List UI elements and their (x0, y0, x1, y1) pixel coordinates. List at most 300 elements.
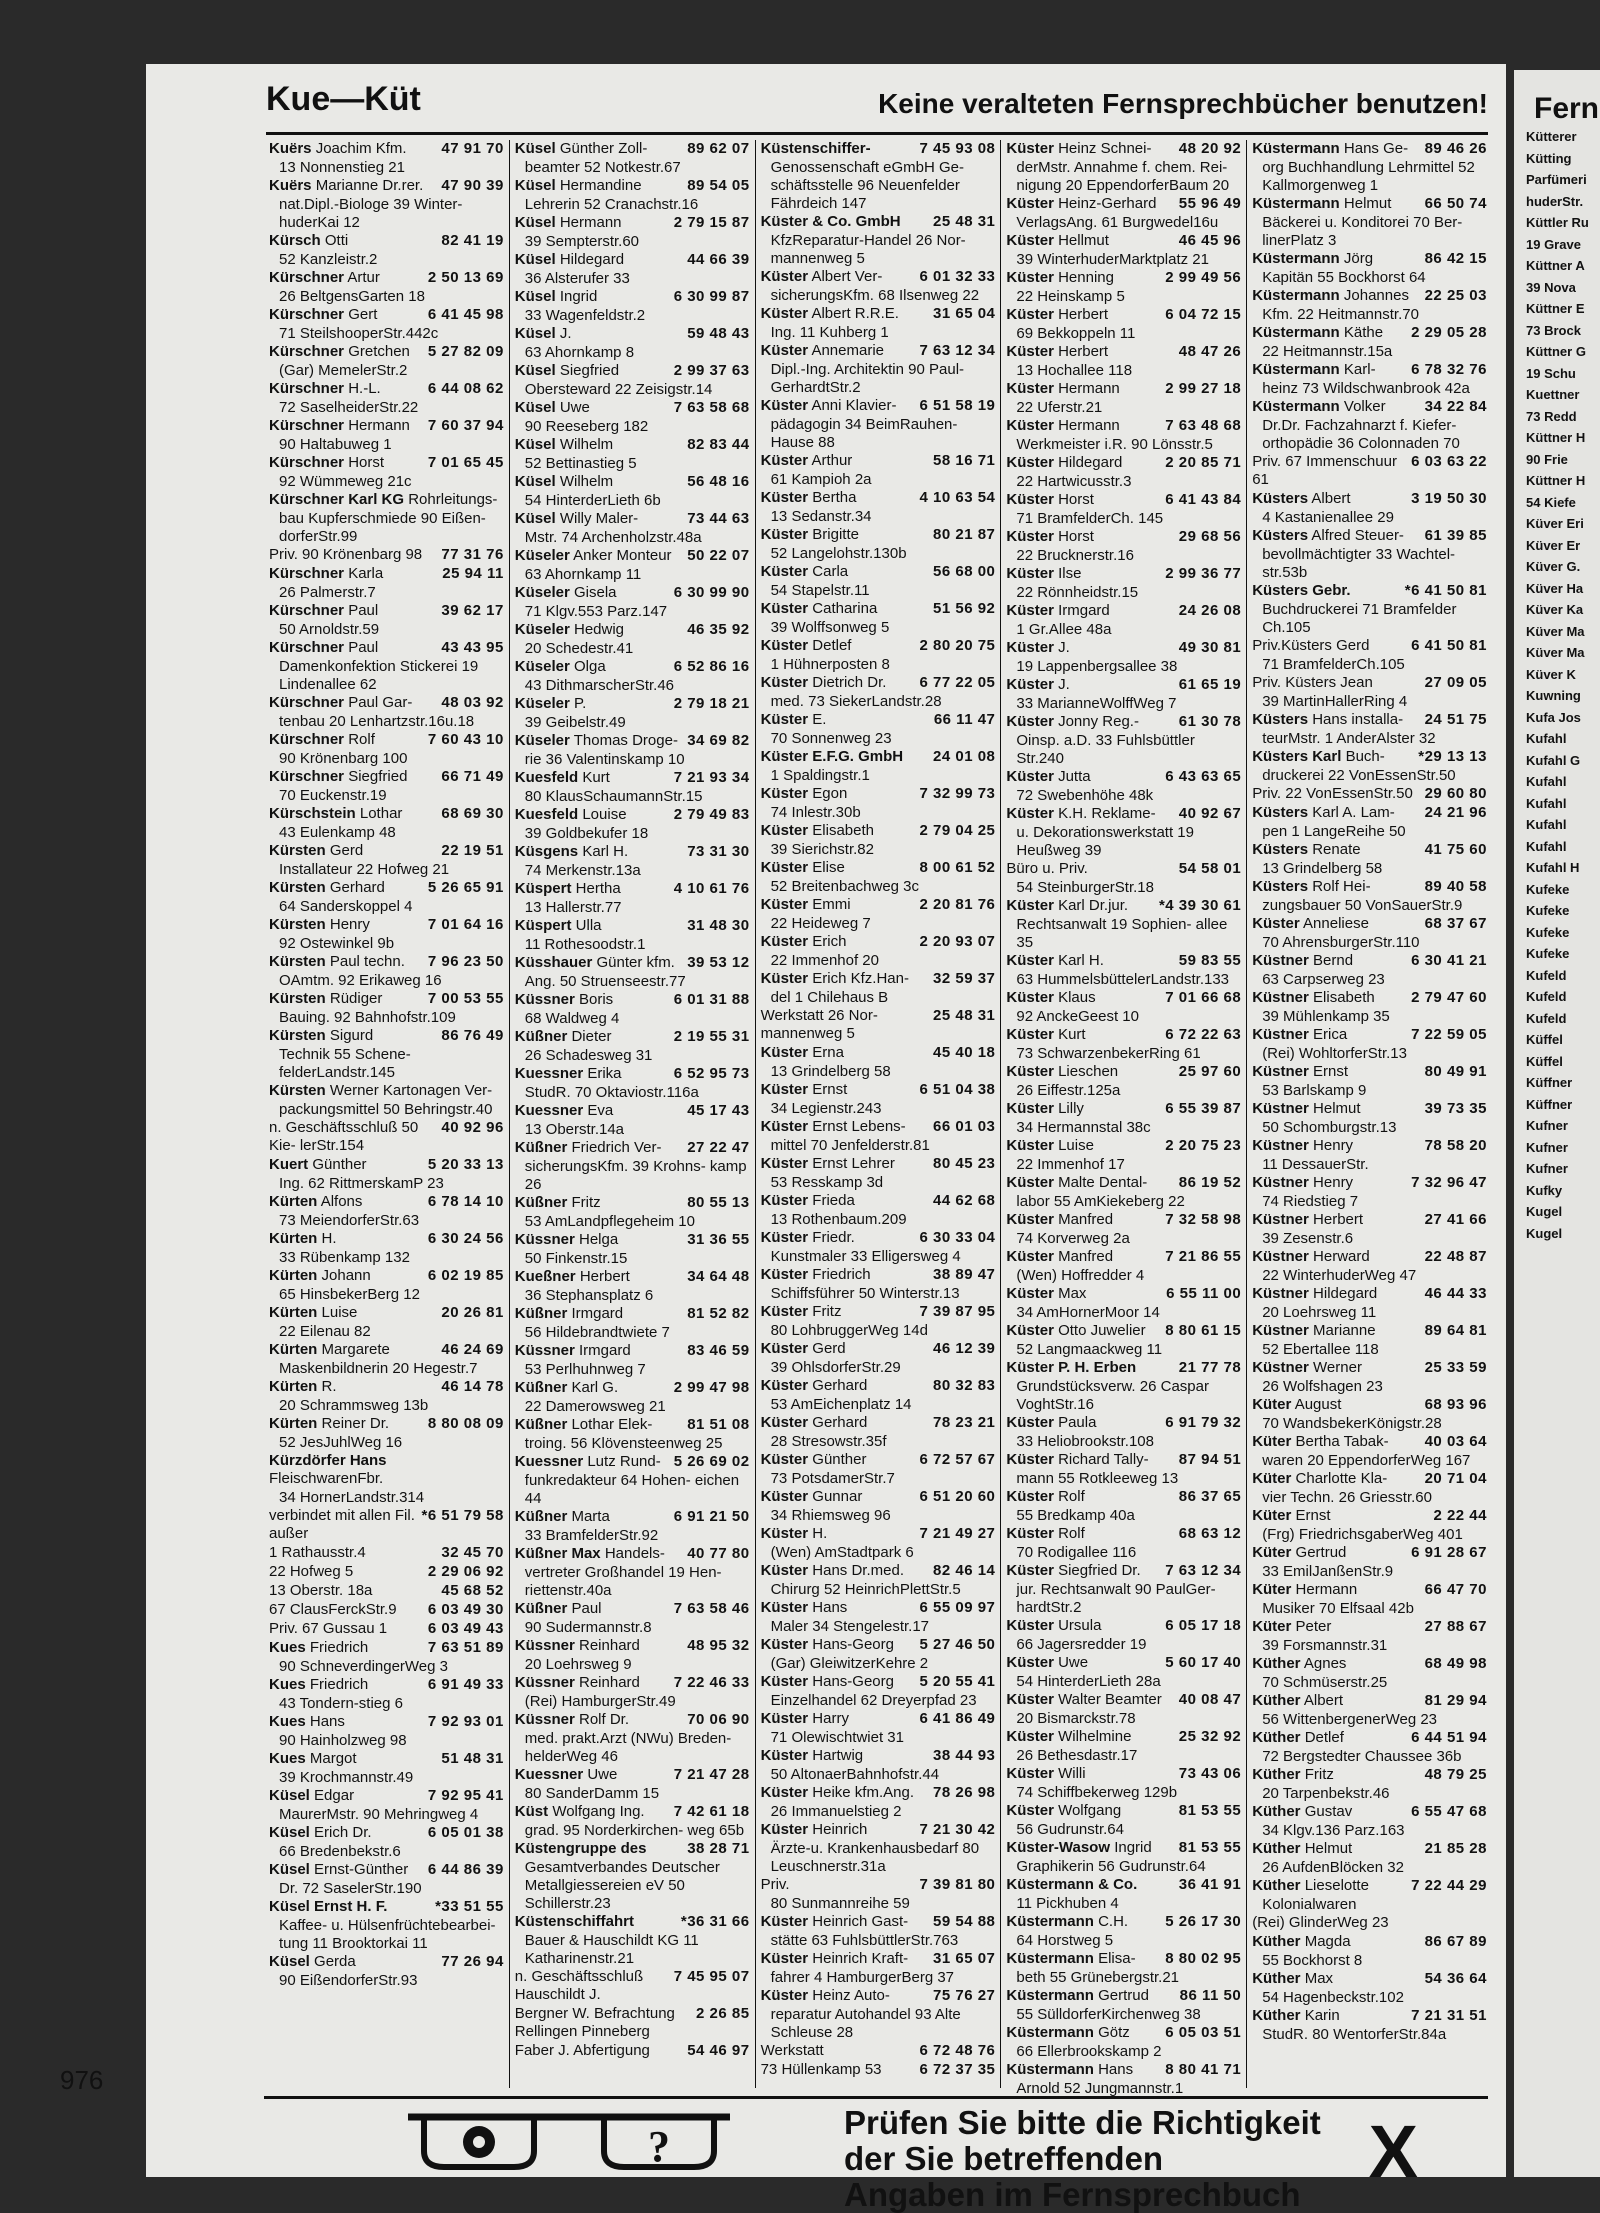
next-page-line: Kufky (1526, 1182, 1563, 1198)
subscriber-detail: Karl H. (582, 843, 629, 860)
phone-number: *4 39 30 61 (1158, 897, 1242, 914)
subscriber-detail: Sigurd (329, 1027, 374, 1044)
subscriber-detail: Ursula (1058, 1617, 1102, 1634)
subscriber-detail: Karla (348, 565, 384, 582)
phone-number: 56 48 16 (687, 473, 750, 490)
subscriber-name: Küster (760, 1987, 809, 2004)
subscriber-name: Küstner (1252, 989, 1309, 1006)
phone-number: 7 32 96 47 (1411, 1174, 1487, 1191)
phone-number: 24 26 08 (1178, 602, 1242, 619)
phone-number: 46 12 39 (933, 1340, 996, 1357)
subscriber-name: Küther (1252, 1970, 1301, 1987)
phone-number: 7 63 12 34 (1165, 1562, 1242, 1579)
listing-entry (515, 1600, 750, 1618)
listing-entry (1006, 1285, 1241, 1303)
phone-number: 34 64 48 (687, 1268, 750, 1285)
phone-number: 6 44 08 62 (427, 380, 504, 397)
subscriber-address: 72 SaselheiderStr.22 (279, 399, 419, 416)
phone-number: 50 22 07 (687, 547, 750, 564)
phone-number: 80 45 23 (933, 1155, 996, 1172)
subscriber-address: 22 Hartwicusstr.3 (1016, 473, 1132, 490)
phone-number: *33 51 55 (435, 1898, 504, 1915)
subscriber-address: 73 PotsdamerStr.7 (770, 1470, 895, 1487)
phone-number: 66 47 70 (1424, 1581, 1487, 1598)
phone-number: 6 55 39 87 (1165, 1100, 1242, 1117)
listing-entry (761, 896, 996, 914)
next-page-line: Kufner (1526, 1161, 1568, 1176)
next-page-line: Kufahl H (1526, 860, 1580, 875)
subscriber-name: Küstner (1252, 1063, 1309, 1080)
subscriber-detail: Marianne Dr.rer. (315, 177, 424, 194)
subscriber-address: 63 Carpserweg 23 (1262, 971, 1385, 988)
subscriber-address: 69 Bekkoppeln 11 (1016, 325, 1136, 342)
subscriber-address: teurMstr. 1 AnderAlster 32 (1262, 730, 1436, 747)
listing-entry (1252, 1655, 1487, 1673)
subscriber-name: Küstner (1252, 1211, 1309, 1228)
subscriber-name: Küster (760, 1784, 809, 1801)
subscriber-detail: K.H. Reklame- (1058, 805, 1156, 822)
subscriber-address: jur. Rechtsanwalt 90 PaulGer- hardtStr.2 (1016, 1581, 1216, 1616)
subscriber-name: Kürschner (269, 639, 345, 656)
listing-entry (515, 1342, 750, 1360)
phone-number: 6 51 20 60 (919, 1488, 996, 1505)
eye-glasses-icon (404, 2111, 734, 2173)
phone-number: 6 72 48 76 (919, 2042, 996, 2059)
subscriber-detail: Anneliese (1303, 915, 1369, 932)
subscriber-address: StudR. 80 WentorferStr.84a (1262, 2026, 1447, 2043)
subscriber-name: Küstermann (1252, 195, 1340, 212)
listing-entry (1006, 1839, 1241, 1857)
subscriber-name: Küstner (1252, 1137, 1309, 1154)
subscriber-address: (Rei) HamburgerStr.49 (524, 1693, 676, 1710)
listing-entry (515, 2042, 750, 2060)
listing-entry (761, 1913, 996, 1931)
subscriber-address: sicherungsKfm. 39 Krohns- kamp 26 (524, 1158, 747, 1193)
phone-number: 40 92 96 (441, 1119, 504, 1136)
listing-entry (1252, 1766, 1487, 1784)
listing-entry (515, 1231, 750, 1249)
listing-entry (269, 269, 504, 287)
subscriber-detail: Lutz Rund- (587, 1453, 661, 1470)
listing-entry (1006, 1100, 1241, 1118)
subscriber-detail: Helmut (1343, 195, 1392, 212)
phone-number: 73 31 30 (687, 843, 750, 860)
phone-number: 77 26 94 (441, 1953, 504, 1970)
phone-number: 89 40 58 (1424, 878, 1487, 895)
listing-entry (1006, 860, 1241, 878)
subscriber-detail: Gustav (1304, 1803, 1353, 1820)
phone-number: 6 03 49 30 (427, 1601, 504, 1618)
subscriber-detail: Jonny Reg.- (1058, 713, 1139, 730)
phone-number: 5 27 82 09 (427, 343, 504, 360)
subscriber-detail: Jutta (1058, 768, 1091, 785)
subscriber-name: Küßner (514, 1508, 568, 1525)
phone-number: 6 04 72 15 (1165, 306, 1242, 323)
listing-entry (761, 342, 996, 360)
subscriber-address: (Gar) MemelerStr.2 (279, 362, 408, 379)
subscriber-detail: Carla (812, 563, 849, 580)
subscriber-address: 70 WandsbekerKönigstr.28 (1262, 1415, 1442, 1432)
phone-number: 66 11 47 (933, 711, 996, 728)
listing-entry (1252, 1359, 1487, 1377)
phone-number: 82 46 14 (933, 1562, 996, 1579)
subscriber-address: 70 Schmüserstr.25 (1262, 1674, 1388, 1691)
subscriber-name: Küster & Co. GmbH (760, 213, 901, 230)
phone-number: 6 55 11 00 (1166, 1285, 1242, 1302)
listing-entry (515, 732, 750, 750)
subscriber-name: Kürschner (269, 380, 345, 397)
phone-number: 24 01 08 (933, 748, 996, 765)
next-page-line: Kütterer (1526, 129, 1577, 144)
phone-number: 6 91 21 50 (673, 1508, 750, 1525)
subscriber-name: Küster (760, 1525, 809, 1542)
subscriber-name: Küster (1006, 454, 1054, 471)
next-page-line: 19 Schu (1526, 365, 1576, 381)
subscriber-name: Küster (1006, 380, 1054, 397)
subscriber-name: Kürschner (269, 731, 345, 748)
phone-number: 6 55 47 68 (1411, 1803, 1487, 1820)
subscriber-detail: Elisabeth (1313, 989, 1375, 1006)
subscriber-detail: Luise (321, 1304, 358, 1321)
subscriber-address: 36 Alsterufer 33 (524, 270, 630, 287)
subscriber-detail: Heinrich Kraft- (812, 1950, 909, 1967)
subscriber-detail: Wolfgang (1058, 1802, 1122, 1819)
subscriber-detail: H.-L. (348, 380, 381, 397)
listing-column (1001, 140, 1247, 2097)
subscriber-name: Küstengruppe des (514, 1840, 647, 1857)
subscriber-detail: 1 Rathausstr.4 (269, 1544, 366, 1561)
subscriber-detail: Irmgard (1058, 602, 1110, 619)
listing-entry (761, 305, 996, 323)
subscriber-name: Küster (760, 1266, 809, 1283)
phone-number: 86 67 89 (1424, 1933, 1487, 1950)
page-header (266, 80, 1488, 135)
subscriber-name: Kürschner (269, 454, 345, 471)
listing-entry (269, 639, 504, 657)
next-page-header: Fern (1534, 92, 1600, 125)
listing-entry (269, 1230, 504, 1248)
phone-number: 66 01 03 (933, 1118, 996, 1135)
subscriber-address: 92 Ostewinkel 9b (279, 935, 395, 952)
listing-entry (1006, 1765, 1241, 1783)
subscriber-address: 63 Ahornkamp 11 (524, 566, 642, 583)
subscriber-name: Kürsten (269, 1082, 326, 1099)
listing-entry (1006, 602, 1241, 620)
subscriber-name: Küster (760, 1377, 809, 1394)
subscriber-address: 50 Arnoldstr.59 (279, 621, 380, 638)
next-page-line: Kufeld (1526, 989, 1567, 1004)
subscriber-name: Küster (760, 1488, 809, 1505)
phone-number: 6 91 49 33 (427, 1676, 504, 1693)
phone-number: 47 90 39 (441, 177, 504, 194)
subscriber-detail: Gerd (812, 1340, 846, 1357)
listing-entry (1006, 343, 1241, 361)
subscriber-name: Küter (1252, 1433, 1292, 1450)
phone-number: 7 63 12 34 (919, 342, 996, 359)
subscriber-address: heinz 73 Wildschwanbrook 42a (1262, 380, 1470, 397)
listing-entry (761, 1081, 996, 1099)
subscriber-name: Küster (1006, 1100, 1054, 1117)
subscriber-name: Küster (760, 305, 809, 322)
listing-entry (515, 436, 750, 454)
subscriber-address: (Wen) AmStadtpark 6 (770, 1544, 914, 1561)
listing-entry (761, 1155, 996, 1173)
listing-entry (515, 1674, 750, 1692)
next-page-line: Kugel (1526, 1204, 1563, 1219)
phone-number: 5 26 17 30 (1165, 1913, 1242, 1930)
subscriber-address: Ang. 50 Struenseestr.77 (524, 973, 686, 990)
subscriber-detail: Büro u. Priv. (1006, 860, 1088, 877)
subscriber-detail: Ilse (1058, 565, 1082, 582)
phone-number: 82 41 19 (441, 232, 504, 249)
phone-number: 22 25 03 (1424, 287, 1487, 304)
listing-entry (1006, 1691, 1241, 1709)
subscriber-address: 80 KlausSchaumannStr.15 (524, 788, 703, 805)
subscriber-detail: 13 Oberstr. 18a (269, 1582, 373, 1599)
subscriber-address: 39 Krochmannstr.49 (279, 1769, 414, 1786)
phone-number: 2 99 37 63 (673, 362, 750, 379)
subscriber-name: Küther (1252, 2007, 1301, 2024)
listing-entry (515, 1637, 750, 1655)
listing-entry (1006, 1248, 1241, 1266)
subscriber-name: Küster (1006, 1451, 1054, 1468)
subscriber-name: Küster (1006, 676, 1054, 693)
listing-column (510, 140, 756, 2088)
subscriber-address: org Buchhandlung Lehrmittel 52 Kallmorgenweg 1 (1262, 159, 1475, 194)
subscriber-name: Kürsten (269, 990, 326, 1007)
listing-entry (1006, 897, 1241, 915)
listing-entry (1252, 195, 1487, 213)
subscriber-detail: Rolf (1058, 1525, 1085, 1542)
subscriber-name: Küsel (514, 177, 556, 194)
subscriber-name: Küsters Gebr. (1252, 582, 1351, 599)
subscriber-name: Küstner (1252, 1026, 1309, 1043)
subscriber-detail: Fritz (812, 1303, 842, 1320)
phone-number: 6 78 32 76 (1411, 361, 1487, 378)
next-page-line: Kufeke (1526, 946, 1570, 961)
subscriber-name: Küster (1006, 269, 1054, 286)
subscriber-detail: Heinrich (812, 1821, 868, 1838)
subscriber-address: del 1 Chilehaus B (770, 989, 889, 1006)
phone-number: 6 52 95 73 (673, 1065, 750, 1082)
phone-number: 7 60 43 10 (427, 731, 504, 748)
phone-number: 81 53 55 (1178, 1839, 1242, 1856)
next-page-line: 19 Grave (1526, 236, 1581, 252)
subscriber-detail: Johannes (1343, 287, 1409, 304)
subscriber-detail: Gerd (329, 842, 364, 859)
phone-number: 40 03 64 (1424, 1433, 1487, 1450)
listing-entry (1006, 1137, 1241, 1155)
subscriber-address: pädagogin 34 BeimRauhen- Hause 88 (770, 416, 958, 451)
subscriber-name: Küster (760, 342, 809, 359)
listing-entry (515, 1968, 750, 2004)
subscriber-address: 22 Heitmannstr.15a (1262, 343, 1393, 360)
listing-entry (761, 397, 996, 415)
subscriber-detail: Erna (812, 1044, 844, 1061)
subscriber-name: Küsters (1252, 841, 1309, 858)
phone-number: 6 03 63 22 (1411, 453, 1487, 470)
subscriber-address: fahrer 4 HamburgerBerg 37 (770, 1969, 955, 1986)
subscriber-name: Küster (1006, 491, 1054, 508)
subscriber-address: 39 Sempterstr.60 (524, 233, 640, 250)
phone-number: 4 10 63 54 (919, 489, 996, 506)
phone-number: 51 48 31 (441, 1750, 504, 1767)
next-page-line: Kufahl (1526, 731, 1567, 746)
subscriber-name: Küther (1252, 1692, 1301, 1709)
subscriber-address: 13 Oberstr.14a (524, 1121, 625, 1138)
subscriber-address: 90 Reeseberg 182 (524, 418, 649, 435)
subscriber-address: Graphikerin 56 Gudrunstr.64 (1016, 1858, 1206, 1875)
listing-entry (515, 658, 750, 676)
listing-entry (1006, 952, 1241, 970)
subscriber-address: 22 Eilenau 82 (279, 1323, 371, 1340)
subscriber-name: Küster (1006, 1691, 1054, 1708)
subscriber-address: 66 Bredenbekstr.6 (279, 1843, 401, 1860)
phone-number: 77 31 76 (441, 546, 504, 563)
subscriber-address: Musiker 70 Elfsaal 42b (1262, 1600, 1414, 1617)
listing-entry (1252, 1914, 1487, 1932)
subscriber-detail: Johann (321, 1267, 371, 1284)
subscriber-address: Buchdruckerei 71 Bramfelder Ch.105 (1262, 601, 1457, 636)
subscriber-name: Küsel (269, 1787, 310, 1804)
subscriber-detail: Erich (812, 933, 847, 950)
subscriber-detail: Albert R.R.E. (811, 305, 899, 322)
subscriber-name: Küster (1006, 952, 1054, 969)
subscriber-address: 11 DessauerStr. (1262, 1156, 1369, 1173)
subscriber-detail: Friedrich (309, 1676, 369, 1693)
phone-number: 25 48 31 (933, 213, 996, 230)
subscriber-name: Küstenschiffer- (760, 140, 871, 157)
subscriber-detail: Magda (1304, 1933, 1351, 1950)
next-page-line: Küffner (1526, 1096, 1573, 1112)
subscriber-detail: Siegfried (348, 768, 408, 785)
listing-entry (761, 213, 996, 231)
subscriber-name: Küstner (1252, 1285, 1309, 1302)
listing-entry (269, 1620, 504, 1638)
subscriber-name: Küsshauer (514, 954, 593, 971)
listing-entry (1252, 1618, 1487, 1636)
subscriber-address: u. Dekorationswerkstatt 19 Heußweg 39 (1016, 824, 1194, 859)
subscriber-detail: Hermann (1295, 1581, 1358, 1598)
subscriber-address: druckerei 22 VonEssenStr.50 (1262, 767, 1456, 784)
phone-number: 81 53 55 (1178, 1802, 1242, 1819)
subscriber-detail: Paul (348, 602, 379, 619)
subscriber-detail: Alfons (320, 1193, 363, 1210)
listing-entry (1006, 491, 1241, 509)
phone-number: 2 29 05 28 (1411, 324, 1487, 341)
subscriber-detail: P. (574, 695, 587, 712)
listing-entry (269, 694, 504, 712)
listing-entry (515, 917, 750, 935)
subscriber-detail: Henry (1313, 1137, 1354, 1154)
listing-entry (515, 251, 750, 269)
phone-number: 34 22 84 (1424, 398, 1487, 415)
subscriber-address: 56 Hildebrandtwiete 7 (524, 1324, 670, 1341)
subscriber-name: Kürschner (269, 565, 345, 582)
subscriber-detail: Fritz (571, 1194, 601, 1211)
phone-number: 68 63 12 (1178, 1525, 1242, 1542)
subscriber-address: 72 Swebenhöhe 48k (1016, 787, 1154, 804)
next-page-line: Kufahl (1526, 774, 1567, 789)
listing-entry (515, 510, 750, 528)
subscriber-name: Kürten (269, 1378, 318, 1395)
subscriber-name: Küster (760, 1599, 809, 1616)
subscriber-address: 65 HinsbekerBerg 12 (279, 1286, 420, 1303)
subscriber-detail: Max (1058, 1285, 1087, 1302)
listing-entry (1252, 324, 1487, 342)
listing-entry (761, 1007, 996, 1043)
subscriber-address: 53 AmLandpflegeheim 10 (524, 1213, 695, 1230)
subscriber-detail: Günther (312, 1156, 367, 1173)
listing-entry (269, 565, 504, 583)
subscriber-name: Küster (1006, 565, 1054, 582)
subscriber-name: Küster (760, 970, 809, 987)
subscriber-address: waren 20 EppendorferWeg 167 (1262, 1452, 1471, 1469)
phone-number: 20 71 04 (1424, 1470, 1487, 1487)
phone-number: 21 85 28 (1424, 1840, 1487, 1857)
subscriber-detail: Lilly (1058, 1100, 1084, 1117)
phone-number: 7 92 93 01 (427, 1713, 504, 1730)
listing-entry (269, 805, 504, 823)
subscriber-detail: Ulla (575, 917, 602, 934)
subscriber-name: Küster (760, 1192, 809, 1209)
subscriber-detail: Hans-Georg (812, 1636, 894, 1653)
phone-number: 2 99 27 18 (1165, 380, 1242, 397)
subscriber-address: Dipl.-Ing. Architektin 90 Paul- GerhardtStr.2 (770, 361, 965, 396)
subscriber-name: Küster (760, 822, 809, 839)
subscriber-detail: Margot (309, 1750, 357, 1767)
listing-entry (1006, 1617, 1241, 1635)
listing-entry (269, 491, 504, 509)
phone-number: 86 11 50 (1179, 1987, 1242, 2004)
next-page-line: Küffel (1526, 1053, 1563, 1069)
subscriber-address: 26 AufdenBlöcken 32 (1262, 1859, 1404, 1876)
subscriber-address: 63 HummelsbüttelerLandstr.133 (1016, 971, 1230, 988)
listing-entry (1252, 1137, 1487, 1155)
phone-number: 6 52 86 16 (673, 658, 750, 675)
subscriber-address: 13 Hochallee 118 (1016, 362, 1133, 379)
subscriber-detail: Uwe (1058, 1654, 1089, 1671)
listing-entry (1252, 1026, 1487, 1044)
subscriber-address: (Frg) FriedrichsgaberWeg 401 (1262, 1526, 1463, 1543)
subscriber-detail: Heinrich Gast- (812, 1913, 909, 1930)
subscriber-address: 11 Pickhuben 4 (1016, 1895, 1119, 1912)
subscriber-detail: Werkstatt (760, 2042, 824, 2059)
listing-entry (1006, 1728, 1241, 1746)
listing-entry (1252, 1840, 1487, 1858)
subscriber-name: Küsters (1252, 804, 1309, 821)
subscriber-name: Küster (760, 1044, 809, 1061)
phone-number: *36 31 66 (680, 1913, 750, 1930)
subscriber-address: 34 HornerLandstr.314 (279, 1489, 425, 1506)
subscriber-detail: (Rei) GlinderWeg 23 (1252, 1914, 1389, 1931)
subscriber-name: Kürschner (269, 306, 345, 323)
phone-number: 45 68 52 (441, 1582, 504, 1599)
subscriber-address: 52 Kanzleistr.2 (279, 251, 378, 268)
subscriber-address: vier Techn. 26 Griesstr.60 (1262, 1489, 1432, 1506)
next-page-line: Kufeld (1526, 1010, 1567, 1026)
phone-number: 7 63 58 46 (673, 1600, 750, 1617)
subscriber-detail: Gertrud (1098, 1987, 1149, 2004)
subscriber-address: Dr. 72 SaselerStr.190 (279, 1880, 422, 1897)
phone-number: 2 79 49 83 (673, 806, 750, 823)
phone-number: 6 41 43 84 (1165, 491, 1242, 508)
phone-number: 73 44 63 (687, 510, 750, 527)
subscriber-address: KfzReparatur-Handel 26 Nor- mannenweg 5 (770, 232, 966, 267)
listing-entry (269, 916, 504, 934)
subscriber-detail: Hermandine (559, 177, 642, 194)
next-page-line: 73 Redd (1526, 408, 1577, 424)
